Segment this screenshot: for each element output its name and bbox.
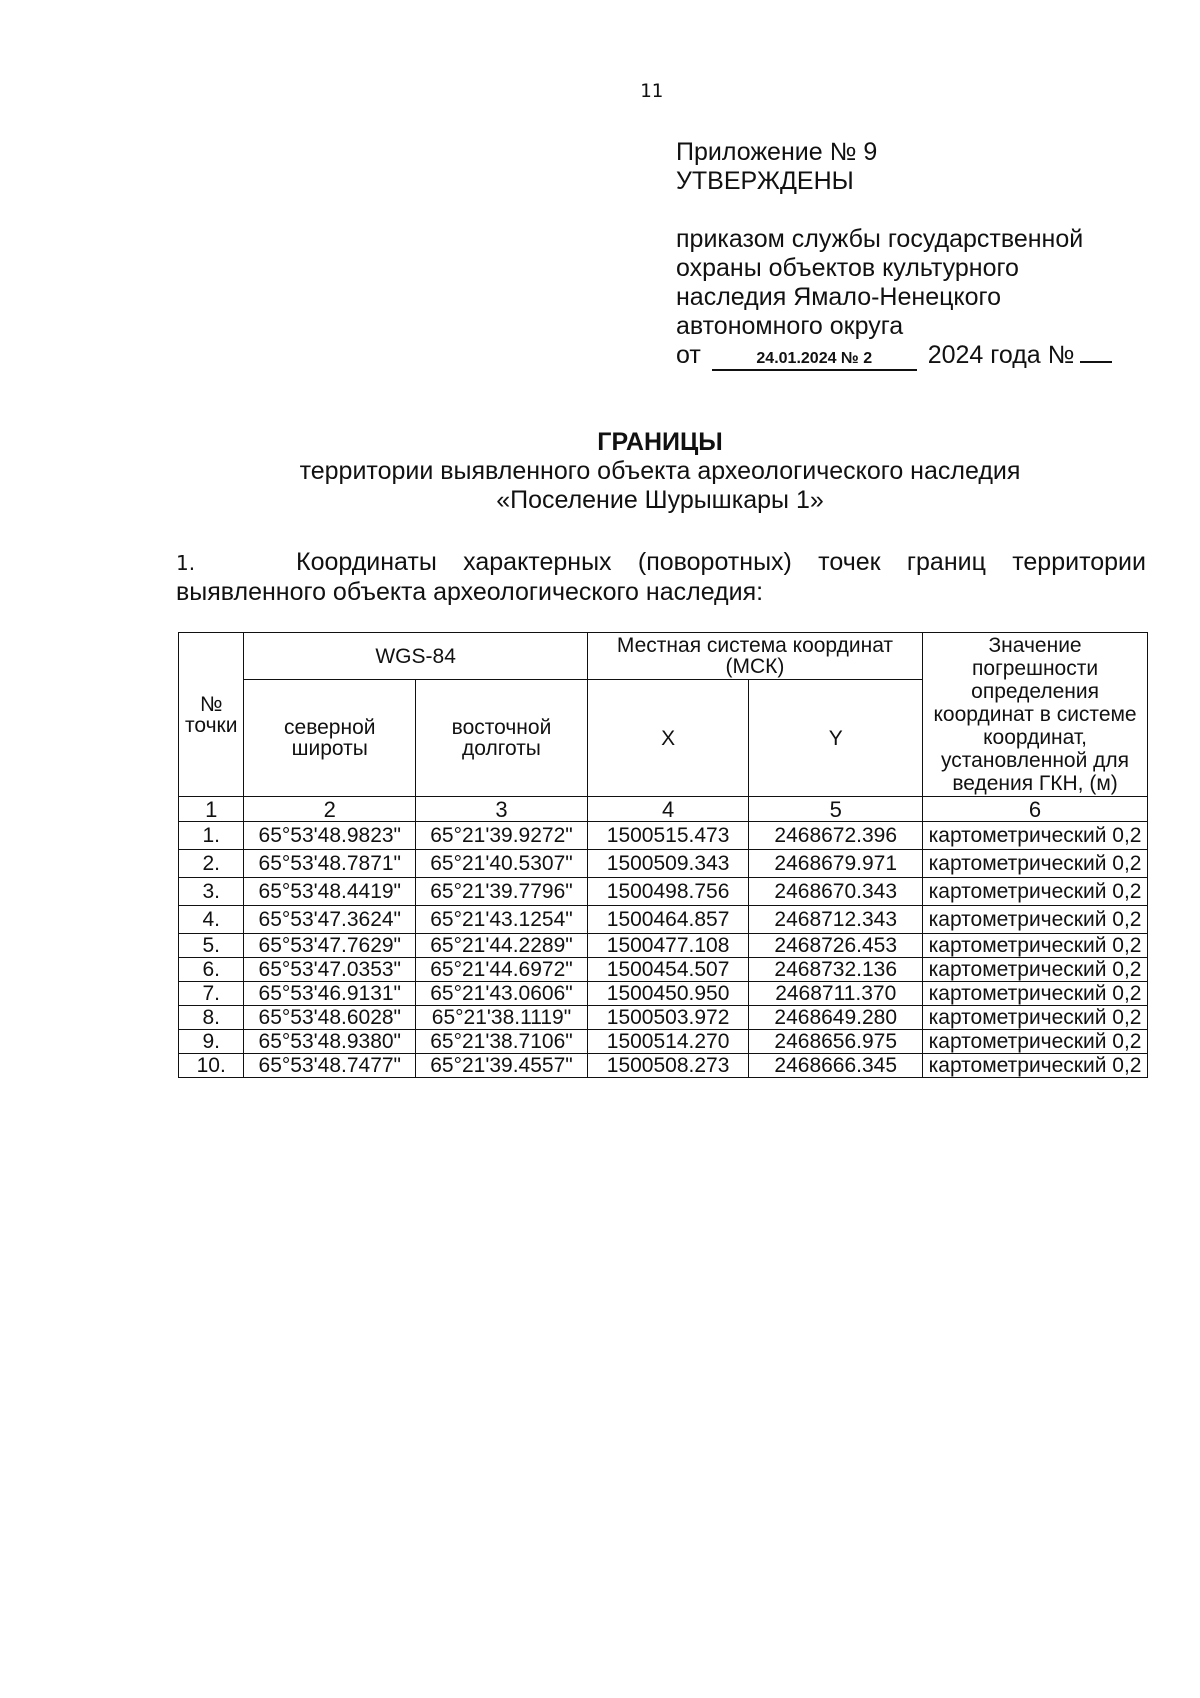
cell-y: 2468672.396	[749, 822, 923, 850]
date-prefix: от	[676, 341, 701, 369]
cell-point-no: 10.	[179, 1054, 244, 1078]
cell-latitude: 65°53'47.7629"	[244, 934, 416, 958]
cell-y: 2468712.343	[749, 906, 923, 934]
cell-x: 1500503.972	[587, 1006, 749, 1030]
column-number: 6	[923, 797, 1148, 822]
table-row	[179, 878, 1148, 906]
cell-error: картометрический 0,2	[923, 1054, 1148, 1078]
cell-error: картометрический 0,2	[923, 982, 1148, 1006]
cell-error: картометрический 0,2	[923, 958, 1148, 982]
table-row	[179, 850, 1148, 878]
column-number: 3	[416, 797, 588, 822]
cell-longitude: 65°21'43.0606"	[416, 982, 588, 1006]
cell-longitude: 65°21'39.9272"	[416, 822, 588, 850]
table-row	[179, 1006, 1148, 1030]
title-heading: ГРАНИЦЫ	[597, 428, 723, 456]
header-error: Значение погрешности определения координат в системе координат, установленной для ведения ГКН, (м)	[923, 633, 1148, 797]
handwritten-date-text: 24.01.2024 № 2	[756, 350, 873, 367]
cell-point-no: 1.	[179, 822, 244, 850]
table-row	[179, 906, 1148, 934]
cell-x: 1500454.507	[587, 958, 749, 982]
cell-y: 2468656.975	[749, 1030, 923, 1054]
header-point-no: № точки	[179, 633, 244, 797]
header-x: X	[587, 680, 749, 797]
column-number: 1	[179, 797, 244, 822]
cell-longitude: 65°21'44.2289"	[416, 934, 588, 958]
cell-latitude: 65°53'47.3624"	[244, 906, 416, 934]
table-row	[179, 1054, 1148, 1078]
order-number-blank	[1080, 361, 1112, 363]
cell-point-no: 8.	[179, 1006, 244, 1030]
title-line-1: территории выявленного объекта археологического наследия	[299, 457, 1021, 485]
approval-line: наследия Ямало-Ненецкого	[676, 283, 1002, 311]
approval-line: приказом службы государственной	[676, 225, 1084, 253]
cell-x: 1500464.857	[587, 906, 749, 934]
cell-x: 1500450.950	[587, 982, 749, 1006]
column-number-row	[179, 797, 1148, 822]
page-number: 11	[640, 80, 663, 102]
approval-line: автономного округа	[676, 312, 904, 340]
section-text: Координаты характерных (поворотных) точек границ территории выявленного объекта археологического наследия:	[176, 548, 1146, 606]
column-number: 5	[749, 797, 923, 822]
cell-x: 1500509.343	[587, 850, 749, 878]
cell-longitude: 65°21'39.7796"	[416, 878, 588, 906]
cell-y: 2468679.971	[749, 850, 923, 878]
cell-latitude: 65°53'48.7477"	[244, 1054, 416, 1078]
cell-point-no: 4.	[179, 906, 244, 934]
header-longitude: восточной долготы	[416, 680, 588, 797]
cell-point-no: 9.	[179, 1030, 244, 1054]
table-row	[179, 822, 1148, 850]
cell-point-no: 7.	[179, 982, 244, 1006]
cell-longitude: 65°21'43.1254"	[416, 906, 588, 934]
cell-y: 2468666.345	[749, 1054, 923, 1078]
table-row	[179, 934, 1148, 958]
table-row	[179, 982, 1148, 1006]
cell-longitude: 65°21'38.1119"	[416, 1006, 588, 1030]
title-line-2: «Поселение Шурышкары 1»	[496, 486, 824, 514]
cell-longitude: 65°21'38.7106"	[416, 1030, 588, 1054]
cell-x: 1500515.473	[587, 822, 749, 850]
approval-line: охраны объектов культурного	[676, 254, 1019, 282]
header-y: Y	[749, 680, 923, 797]
header-latitude: северной широты	[244, 680, 416, 797]
cell-latitude: 65°53'46.9131"	[244, 982, 416, 1006]
cell-y: 2468649.280	[749, 1006, 923, 1030]
cell-x: 1500498.756	[587, 878, 749, 906]
order-date-line	[676, 341, 1136, 371]
cell-point-no: 3.	[179, 878, 244, 906]
cell-point-no: 2.	[179, 850, 244, 878]
cell-y: 2468670.343	[749, 878, 923, 906]
table-header-row	[179, 633, 1148, 680]
cell-longitude: 65°21'39.4557"	[416, 1054, 588, 1078]
cell-latitude: 65°53'48.7871"	[244, 850, 416, 878]
cell-longitude: 65°21'44.6972"	[416, 958, 588, 982]
cell-error: картометрический 0,2	[923, 822, 1148, 850]
cell-error: картометрический 0,2	[923, 906, 1148, 934]
table-row	[179, 958, 1148, 982]
column-number: 2	[244, 797, 416, 822]
date-suffix: 2024 года №	[927, 341, 1075, 369]
cell-point-no: 5.	[179, 934, 244, 958]
header-wgs84: WGS-84	[244, 633, 587, 680]
cell-y: 2468726.453	[749, 934, 923, 958]
cell-point-no: 6.	[179, 958, 244, 982]
cell-error: картометрический 0,2	[923, 934, 1148, 958]
cell-error: картометрический 0,2	[923, 1030, 1148, 1054]
cell-error: картометрический 0,2	[923, 878, 1148, 906]
cell-latitude: 65°53'48.4419"	[244, 878, 416, 906]
cell-x: 1500514.270	[587, 1030, 749, 1054]
cell-y: 2468711.370	[749, 982, 923, 1006]
appendix-label: Приложение № 9	[676, 138, 878, 166]
approved-label: УТВЕРЖДЕНЫ	[676, 167, 854, 195]
section-number: 1.	[176, 551, 196, 575]
cell-longitude: 65°21'40.5307"	[416, 850, 588, 878]
cell-latitude: 65°53'48.9380"	[244, 1030, 416, 1054]
cell-x: 1500477.108	[587, 934, 749, 958]
column-number: 4	[587, 797, 749, 822]
cell-y: 2468732.136	[749, 958, 923, 982]
cell-latitude: 65°53'47.0353"	[244, 958, 416, 982]
cell-latitude: 65°53'48.9823"	[244, 822, 416, 850]
cell-x: 1500508.273	[587, 1054, 749, 1078]
section-paragraph	[176, 548, 1146, 607]
table-row	[179, 1030, 1148, 1054]
coordinates-table	[178, 632, 1148, 1078]
cell-error: картометрический 0,2	[923, 1006, 1148, 1030]
cell-latitude: 65°53'48.6028"	[244, 1006, 416, 1030]
header-msk: Местная система координат (МСК)	[587, 633, 922, 680]
document-title	[170, 428, 1150, 515]
handwritten-date	[712, 349, 917, 371]
cell-error: картометрический 0,2	[923, 850, 1148, 878]
approval-block	[676, 138, 1136, 371]
